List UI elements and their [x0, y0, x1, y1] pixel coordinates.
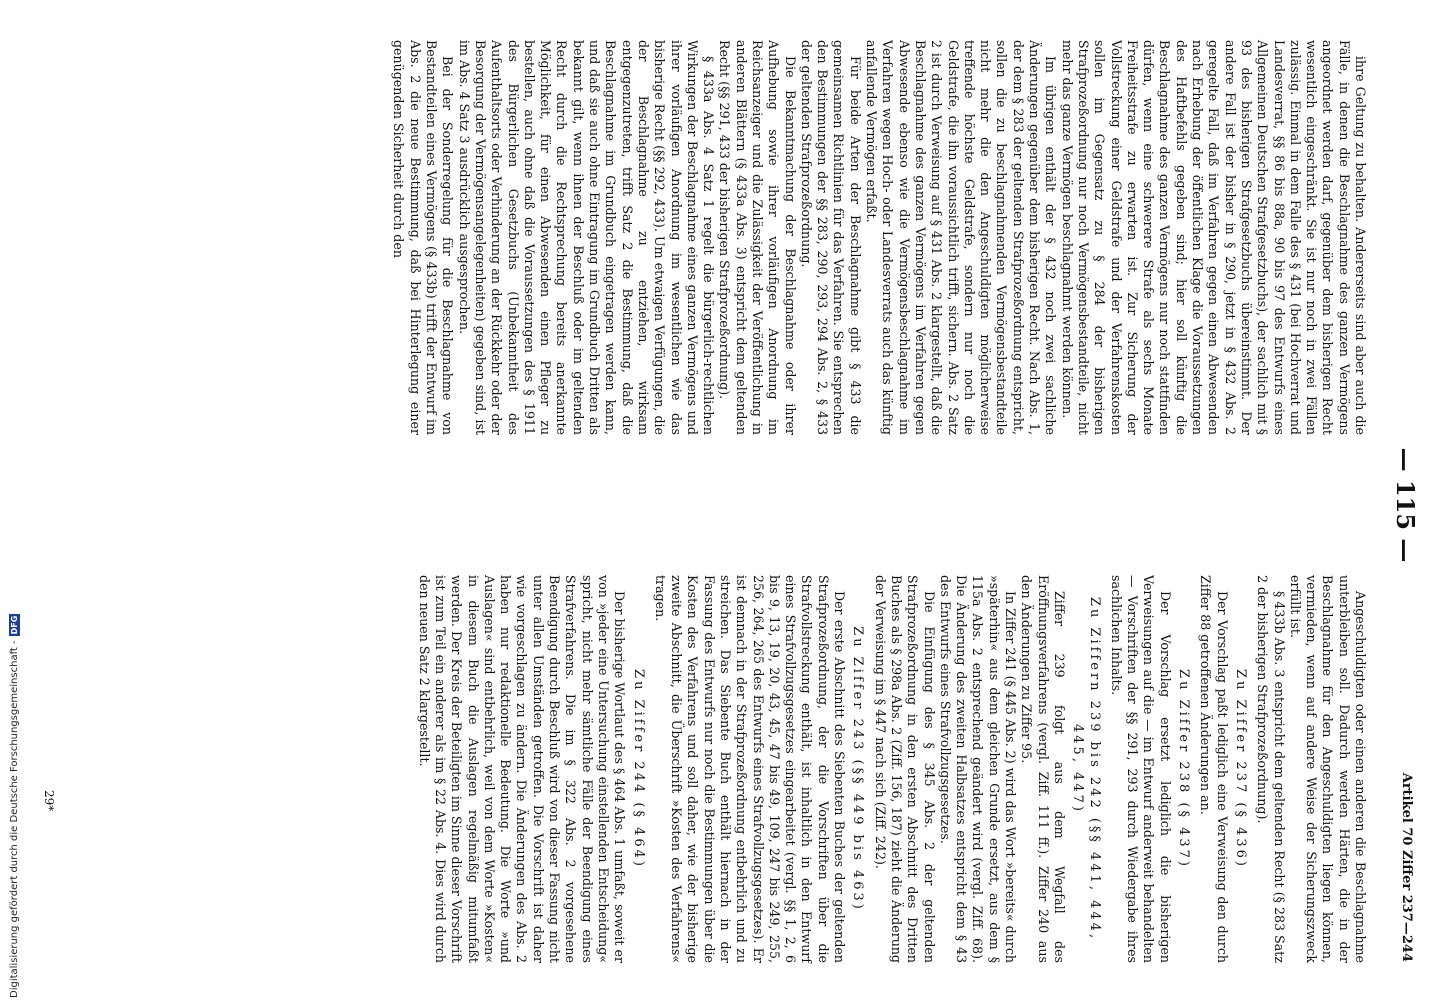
left-column	[390, 40, 1368, 435]
signature-mark: 29*	[42, 790, 56, 812]
paragraph: Der erste Abschnitt des Siebenten Buches der geltenden Strafprozeßordnung, der die Vorschriften über die Strafvollstreckung enthält, ist inhaltlich in den Entwurf eines Strafvollzugsgesetzes eingearbeitet (vergl. §§ 1, 2, 6 bis 9, 13, 19, 20, 43, 45, 47 bis 49, 109, 247 bis 249, 255, 256, 264, 265 des Entwurfs eines Strafvollzugsgesetzes). Er ist demnach in der Strafprozeßordnung entbehrlich und zu streichen. Das Siebente Buch enthält hiernach in der Fassung des Entwurfs nur noch die Bestimmungen über die Kosten des Verfahrens und soll daher, wie der bisherige zweite Abschnitt, die Überschrift »Kosten des Verfahrens« tragen.	[652, 575, 848, 963]
section-heading: Zu Ziffer 238 (§ 437)	[1176, 669, 1192, 869]
section-heading: Zu Ziffer 237 (§ 436)	[1232, 669, 1248, 869]
section-heading: Zu Ziffer 243 (§§ 449 bis 463)	[850, 626, 866, 912]
paragraph: Der Vorschlag ersetzt lediglich die bisherigen Verweisungen auf die — im Entwurf anderweit behandelten — Vorschriften der §§ 291, 293 durch Wiedergabe ihres sachlichen Inhalts.	[1108, 575, 1173, 963]
paragraph: Bei der Sonderregelung für die Beschlagnahme von Bestandteilen eines Vermögens (§ 433b) trifft der Entwurf im Abs. 2 die neue Bestimmung, daß bei Hinterlegung einer genügenden Sicherheit durch den	[391, 40, 456, 435]
paragraph: Angeschuldigten oder einen anderen die Beschlagnahme unterbleiben soll. Dadurch werden Härten, die in der Beschlagnahme für den Angeschuldigten liegen können, vermieden, wenn auf andere Weise der Sicherungszweck erfüllt ist.	[1287, 575, 1368, 963]
paragraph: In Ziffer 241 (§ 445 Abs. 2) wird das Wort »bereits« durch »späterhin« aus dem gleichen Grunde ersetzt, aus dem § 115a Abs. 2 entsprechend geändert wird (vergl. Ziff. 68). Die Änderung des zweiten Halbsatzes entspricht dem § 43 des Entwurfs eines Strafvollzugsgesetzes.	[937, 575, 1019, 963]
paragraph: Ziffer 239 folgt aus dem Wegfall des Eröffnungsverfahrens (vergl. Ziff. 111 ff.). Ziffer 240 aus den Änderungen zu Ziffer 95.	[1019, 575, 1067, 963]
page-header	[1380, 40, 1420, 970]
paragraph: ihre Geltung zu behalten. Andererseits sind aber auch die Fälle, in denen die Beschlagnahme des ganzen Vermögens angeordnet werden darf, gegenüber dem bisherigen Recht wesentlich eingeschränkt. Sie ist nur noch in zwei Fällen zulässig. Einmal in dem Falle des § 431 (bei Hochverrat und Landesverrat, §§ 86 bis 88a, 90 bis 97 des Entwurfs eines Allgemeinen Deutschen Strafgesetzbuchs), der sachlich mit § 93 des bisherigen Strafgesetzbuchs übereinstimmt. Der andere Fall ist der bisher in § 290, jetzt in § 432 Abs. 2 geregelte Fall, daß im Verfahren gegen einen Abwesenden nach Erhebung der öffentlichen Klage die Voraussetzungen des Haftbefehls gegeben sind; hier soll künftig die Beschlagnahme des ganzen Vermögens nur noch stattfinden dürfen, wenn eine schwerere Strafe als sechs Monate Freiheitsstrafe zu erwarten ist. Zur Sicherung der Vollstreckung einer Geldstrafe und der Verfahrenskosten sollen im Gegensatz zu § 284 der bisherigen Strafprozeßordnung nur noch Vermögensbestandteile, nicht mehr das ganze Vermögen beschlagnahmt werden können.	[1059, 40, 1368, 435]
section-heading: Zu Ziffern 239 bis 242 (§§ 441, 444, 445, 447)	[1070, 596, 1102, 942]
paragraph: Der bisherige Wortlaut des § 464 Abs. 1 umfaßt, soweit er von »jeder eine Untersuchung einstellenden Entscheidung« spricht, nicht mehr sämtliche Fälle der Beendigung eines Strafverfahrens. Die im § 322 Abs. 2 vorgesehene Beendigung durch Beschluß wird von dieser Fassung nicht unter allen Umständen getroffen. Die Vorschrift ist daher wie vorgeschlagen zu ändern. Die Änderungen des Abs. 2 haben nur redaktionelle Bedeutung. Die Worte »und Auslagen« sind entbehrlich, weil von dem Worte »Kosten« in diesem Buch die Auslagen regelmäßig mitumfaßt werden. Der Kreis der Beteiligten im Sinne dieser Vorschrift ist zum Teil ein anderer als im § 22 Abs. 4. Dies wird durch den neuen Satz 2 klargestellt.	[416, 575, 628, 963]
paragraph: Im übrigen enthält der § 432 noch zwei sachliche Änderungen gegenüber dem bisherigen Recht. Nach Abs. 1, der dem § 283 der geltenden Strafprozeßordnung entspricht, sollen die zu beschlagnahmenden Vermögensbestandteile nicht mehr die den Angeschuldigten möglicherweise treffende höchste Geldstrafe, sondern nur noch die Geldstrafe, die ihn voraussichtlich trifft, sichern. Abs. 2 Satz 2 ist durch Verweisung auf § 431 Abs. 2 klargestellt, daß die Beschlagnahme des ganzen Vermögens im Verfahren gegen Abwesende ebenso wie die Vermögensbeschlagnahme im Verfahren wegen Hoch- oder Landesverrats auch das künftig anfallende Vermögen erfaßt.	[864, 40, 1059, 435]
paragraph: § 433b Abs. 3 entspricht dem geltenden Recht (§ 283 Satz 2 der bisherigen Strafprozeßordnung).	[1255, 575, 1287, 963]
paragraph: Die Einfügung des § 345 Abs. 2 der geltenden Strafprozeßordnung in den ersten Abschnitt des Dritten Buches als § 298a Abs. 2 (Ziff. 156, 187) zieht die Änderung der Verweisung im § 447 nach sich (Ziff. 242).	[872, 575, 937, 963]
right-column	[415, 575, 1368, 963]
section-heading: Zu Ziffer 244 (§ 464)	[630, 669, 646, 869]
digitization-credit	[4, 578, 24, 998]
paragraph: § 433a Abs. 4 Satz 1 regelt die bürgerlich-rechtlichen Wirkungen der Beschlagnahme eines ganzen Vermögens und ihrer vorläufigen Anordnung im wesentlichen wie das bisherige Recht (§§ 292, 433). Um etwaigen Verfügungen, die der Beschlagnahme zu entziehen, wirksam entgegenzutreten, trifft Satz 2 die Bestimmung, daß die Beschlagnahme im Grundbuch eingetragen werden kann, und daß sie auch ohne Eintragung im Grundbuch Dritten als bekannt gilt, wenn ihnen der Beschluß oder im geltenden Recht durch die Rechtsprechung bereits anerkannte Möglichkeit, für einen Abwesenden einen Pfleger zu bestellen, auch ohne daß die Voraussetzungen des § 1911 des Bürgerlichen Gesetzbuchs (Unbekanntheit des Aufenthaltsorts oder Verhinderung an der Rückkehr oder der Besorgung der Vermögensangelegenheiten) gegeben sind, ist im Abs. 4 Satz 3 ausdrücklich ausgesprochen.	[456, 40, 717, 435]
paragraph: Der Vorschlag paßt lediglich eine Verweisung den durch Ziffer 88 getroffenen Änderungen an.	[1198, 575, 1230, 963]
page-number: — 115 —	[1391, 447, 1420, 563]
paragraph: Für beide Arten der Beschlagnahme gibt § 433 die gemeinsamen Richtlinien für das Verfahren. Sie entsprechen den Bestimmungen der §§ 283, 290, 293, 294 Abs. 2, § 433 der geltenden Strafprozeßordnung.	[798, 40, 863, 435]
running-head: Artikel 70 Ziffer 237—244	[1399, 772, 1414, 962]
credit-text: Digitalisierung gefördert durch die Deutsche Forschungsgemeinschaft -	[8, 640, 20, 998]
paragraph: Die Bekanntmachung der Beschlagnahme oder ihrer Aufhebung sowie ihrer vorläufigen Anordnung im Reichsanzeiger und die Zulässigkeit der Veröffentlichung in anderen Blättern (§ 433a Abs. 3) entspricht dem geltenden Recht (§§ 291, 433 der bisherigen Strafprozeßordnung).	[717, 40, 798, 435]
dfg-logo: DFG	[9, 615, 19, 635]
